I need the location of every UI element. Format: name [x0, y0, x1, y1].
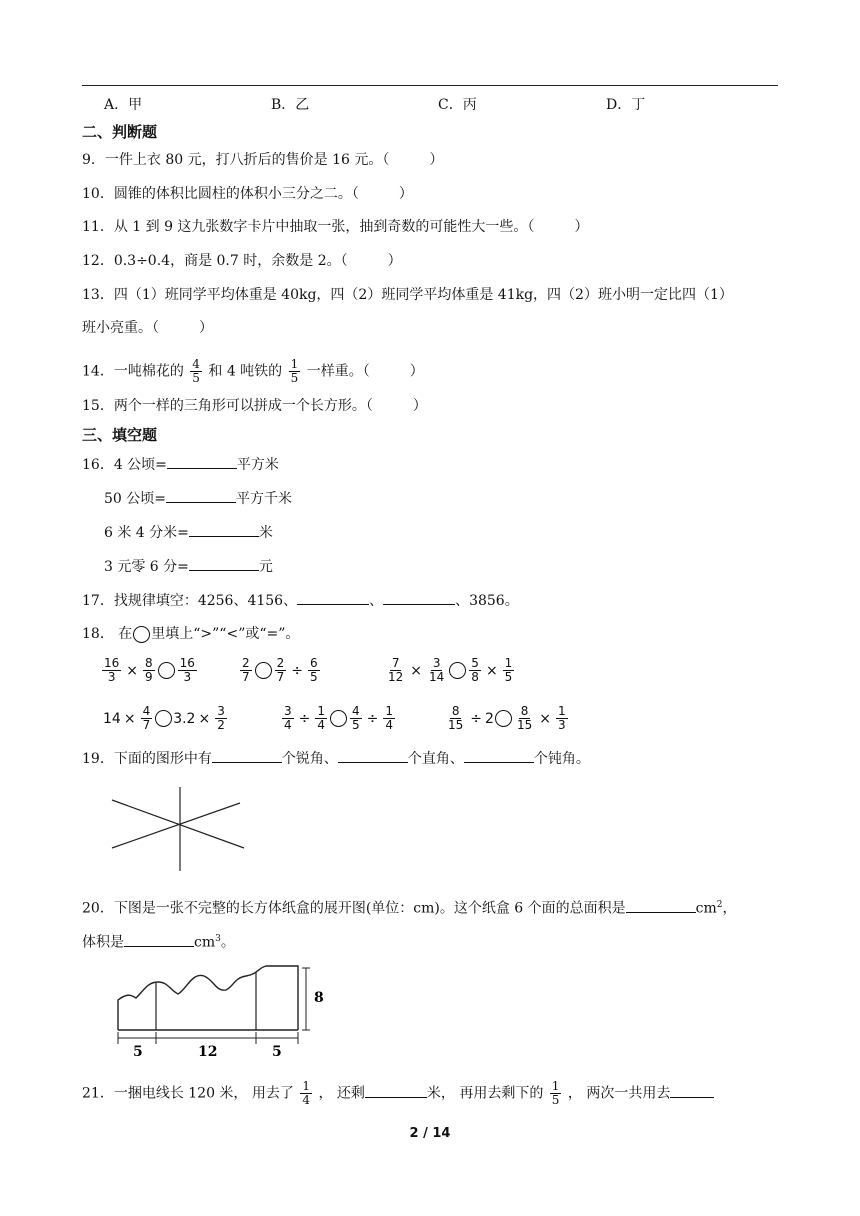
- question-9: 9．一件上衣 80 元，打八折后的售价是 16 元。（ ）: [82, 152, 444, 168]
- question-13-line1: 13．四（1）班同学平均体重是 40kg，四（2）班同学平均体重是 41kg，四（2）班小明一定比四（1）: [82, 287, 733, 303]
- figure-line: [112, 803, 240, 848]
- section-title-fill: 三、填空题: [82, 426, 158, 444]
- expression-4: 14 × $\frac{4}{7}$ 3.2 × $\frac{3}{2}$: [103, 704, 225, 732]
- option-a: A．甲: [104, 97, 143, 113]
- question-12: 12．0.3÷0.4，商是 0.7 时，余数是 2。（ ）: [82, 253, 402, 269]
- question-21: 21．一捆电线长 120 米， 用去了 $\frac{1}{4}$ ， 还剩 米， 再用去剩下的 $\frac{1}{5}$ ， 两次一共用去: [82, 1080, 714, 1107]
- box-net-figure: [108, 960, 328, 1060]
- answer-blank: [464, 748, 534, 763]
- question-15: 15．两个一样的三角形可以拼成一个长方形。（ ）: [82, 398, 427, 414]
- answer-blank: [189, 556, 259, 571]
- fraction: $\frac{1}{5}$: [290, 357, 299, 385]
- question-13-line2: 班小亮重。（ ）: [82, 320, 213, 336]
- question-20-line1: 20．下图是一张不完整的长方体纸盒的展开图(单位：cm)。这个纸盒 6 个面的总面积是 $cm^2$，: [82, 895, 737, 919]
- question-16d: 3 元零 6 分= 元: [104, 556, 273, 577]
- option-c: C．丙: [438, 97, 477, 113]
- expression-2: $\frac{2}{7}$ $\frac{2}{7}$ ÷ $\frac{6}{5}$: [242, 656, 318, 684]
- answer-blank: [124, 932, 194, 947]
- answer-blank: [365, 1083, 427, 1098]
- answer-blank: [189, 522, 259, 537]
- label-height: 8: [314, 990, 324, 1006]
- answer-blank: [212, 748, 282, 763]
- answer-blank: [383, 590, 455, 605]
- circle-blank: [449, 662, 466, 679]
- answer-blank: [167, 454, 237, 469]
- section-title-judgement: 二、判断题: [82, 123, 158, 141]
- header-rule: [82, 85, 778, 86]
- circle-blank: [255, 662, 272, 679]
- fraction: $\frac{1}{5}$: [551, 1079, 560, 1107]
- question-17: 17．找规律填空：4256、4156、 、 、3856。: [82, 590, 519, 611]
- question-10: 10．圆锥的体积比圆柱的体积小三分之二。（ ）: [82, 186, 413, 202]
- expression-5: $\frac{3}{4}$ ÷ $\frac{1}{4}$ $\frac{4}{5}$ ÷ $\frac{1}{4}$: [284, 704, 394, 732]
- page-number: 2 / 14: [409, 1126, 451, 1141]
- angle-figure: [106, 785, 254, 875]
- question-14: 14．一吨棉花的 $\frac{4}{5}$ 和 4 吨铁的 $\frac{1}{5}$ 一样重。（ ）: [82, 357, 424, 385]
- question-18: 18． 在 里填上“>”“<”或“=”。: [82, 626, 300, 642]
- question-19: 19．下面的图形中有 个锐角、 个直角、 个钝角。: [82, 748, 590, 769]
- answer-blank: [297, 590, 369, 605]
- label-width-3: 5: [272, 1044, 282, 1060]
- answer-blank: [338, 748, 408, 763]
- expression-1: $\frac{16}{3}$ × $\frac{8}{9}$ $\frac{16}{3}$: [104, 656, 195, 684]
- circle-blank: [158, 662, 175, 679]
- box-outline: [118, 966, 298, 1030]
- answer-blank: [166, 488, 236, 503]
- circle-blank: [330, 710, 347, 727]
- label-width-1: 5: [133, 1044, 143, 1060]
- expression-3: $\frac{7}{12}$ × $\frac{3}{14}$ $\frac{5}{8}$ × $\frac{1}{5}$: [388, 656, 513, 684]
- fraction: $\frac{4}{5}$: [192, 357, 200, 385]
- question-16b: 50 公顷= 平方千米: [104, 488, 292, 509]
- label-width-2: 12: [198, 1044, 218, 1060]
- circle-blank: [133, 626, 150, 643]
- question-16c: 6 米 4 分米= 米: [104, 522, 273, 543]
- circle-blank: [155, 710, 172, 727]
- question-16a: 16．4 公顷= 平方米: [82, 454, 279, 475]
- question-11: 11．从 1 到 9 这九张数字卡片中抽取一张，抽到奇数的可能性大一些。（ ）: [82, 219, 589, 235]
- answer-blank: [626, 898, 696, 913]
- option-b: B．乙: [271, 97, 310, 113]
- fraction: $\frac{1}{4}$: [302, 1079, 310, 1107]
- answer-blank: [670, 1083, 714, 1098]
- option-d: D．丁: [606, 97, 646, 113]
- question-20-line2: 体积是 $cm^3$。: [82, 929, 235, 953]
- expression-6: $\frac{8}{15}$ ÷ 2 $\frac{8}{15}$ × $\frac{1}{3}$: [448, 704, 566, 732]
- circle-blank: [495, 710, 512, 727]
